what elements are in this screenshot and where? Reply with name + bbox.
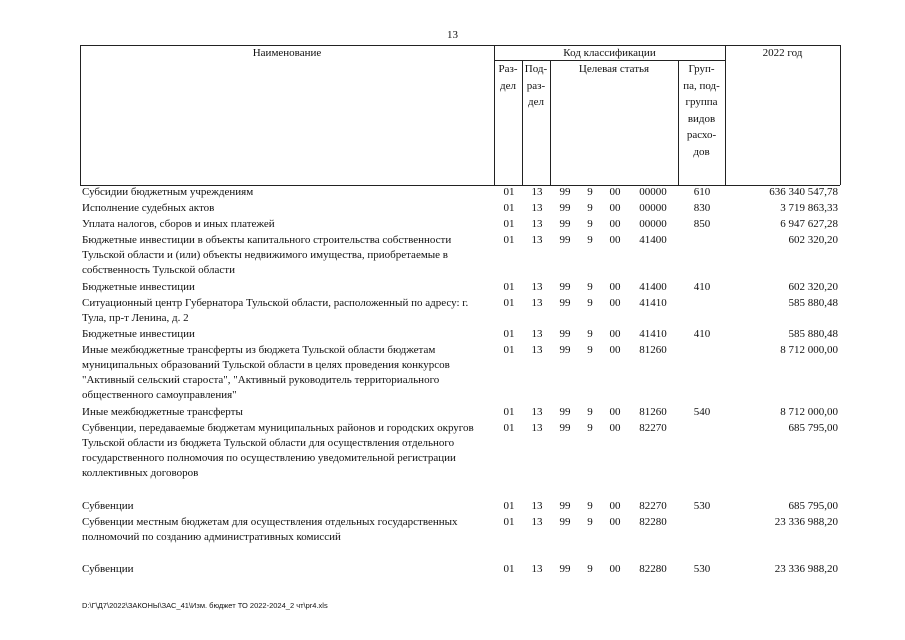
- row-razdel: 01: [503, 422, 515, 434]
- file-path-footer: D:\Г\Д7\2022\ЗАКОНЫ\ЗАС_41\Изм. бюджет ТО 2022-2024_2 чт\pr4.xls: [82, 601, 328, 610]
- divider-code-year: [725, 45, 726, 185]
- header-name: Наименование: [252, 47, 322, 59]
- table-row: [0, 515, 905, 562]
- row-group: 610: [693, 186, 711, 198]
- row-podrazdel: 13: [531, 218, 543, 230]
- row-amount: 23 336 988,20: [774, 516, 838, 528]
- header-target-article: Целевая статья: [578, 63, 650, 75]
- row-target-1: 99: [559, 281, 571, 293]
- row-target-3: 00: [609, 297, 621, 309]
- row-target-3: 00: [609, 344, 621, 356]
- row-name: Бюджетные инвестиции: [82, 281, 195, 293]
- row-razdel: 01: [503, 186, 515, 198]
- row-target-2: 9: [587, 500, 593, 512]
- row-podrazdel: 13: [531, 297, 543, 309]
- row-name: Бюджетные инвестиции в объекты капитального строительства собственности Тульской области и (или) объекты недвижимого имущества, приобретаемые в собственность Тульской области: [82, 234, 452, 276]
- row-target-2: 9: [587, 297, 593, 309]
- row-amount: 585 880,48: [788, 297, 838, 309]
- row-target-4: 00000: [639, 218, 667, 230]
- row-podrazdel: 13: [531, 234, 543, 246]
- row-group: 410: [693, 281, 711, 293]
- row-target-3: 00: [609, 218, 621, 230]
- row-razdel: 01: [503, 281, 515, 293]
- row-group: 530: [693, 563, 711, 575]
- row-name: Исполнение судебных актов: [82, 202, 215, 214]
- row-target-3: 00: [609, 422, 621, 434]
- row-target-2: 9: [587, 422, 593, 434]
- table-row: [0, 217, 905, 233]
- header-group: Груп- па, под- группа видов расхо- дов: [683, 63, 720, 158]
- row-podrazdel: 13: [531, 422, 543, 434]
- row-target-4: 82280: [639, 516, 667, 528]
- row-name: Субвенции: [82, 500, 134, 512]
- row-podrazdel: 13: [531, 563, 543, 575]
- row-target-1: 99: [559, 500, 571, 512]
- row-podrazdel: 13: [531, 281, 543, 293]
- row-razdel: 01: [503, 344, 515, 356]
- row-target-2: 9: [587, 344, 593, 356]
- row-name: Субвенции местным бюджетам для осуществления отдельных государственных полномочий по созданию административных комиссий: [82, 516, 458, 543]
- row-target-2: 9: [587, 328, 593, 340]
- row-group: 850: [693, 218, 711, 230]
- row-podrazdel: 13: [531, 202, 543, 214]
- row-name: Уплата налогов, сборов и иных платежей: [82, 218, 275, 230]
- row-target-2: 9: [587, 234, 593, 246]
- row-amount: 3 719 863,33: [780, 202, 838, 214]
- row-target-2: 9: [587, 218, 593, 230]
- row-group: 530: [693, 500, 711, 512]
- table-row: [0, 343, 905, 405]
- row-amount: 636 340 547,78: [769, 186, 838, 198]
- row-podrazdel: 13: [531, 328, 543, 340]
- row-podrazdel: 13: [531, 344, 543, 356]
- table-row: [0, 280, 905, 296]
- row-razdel: 01: [503, 516, 515, 528]
- row-amount: 585 880,48: [788, 328, 838, 340]
- row-amount: 602 320,20: [788, 281, 838, 293]
- row-target-1: 99: [559, 344, 571, 356]
- row-target-1: 99: [559, 328, 571, 340]
- page-number: 13: [447, 29, 458, 41]
- row-target-3: 00: [609, 281, 621, 293]
- header-podrazdel: Под- раз- дел: [524, 63, 548, 108]
- row-target-2: 9: [587, 406, 593, 418]
- row-target-2: 9: [587, 202, 593, 214]
- row-name: Субсидии бюджетным учреждениям: [82, 186, 254, 198]
- row-target-2: 9: [587, 186, 593, 198]
- row-target-3: 00: [609, 563, 621, 575]
- table-row: [0, 327, 905, 343]
- row-razdel: 01: [503, 234, 515, 246]
- row-target-1: 99: [559, 234, 571, 246]
- row-name: Бюджетные инвестиции: [82, 328, 195, 340]
- row-target-4: 82270: [639, 422, 667, 434]
- row-target-1: 99: [559, 406, 571, 418]
- row-target-4: 00000: [639, 202, 667, 214]
- row-podrazdel: 13: [531, 186, 543, 198]
- row-target-3: 00: [609, 328, 621, 340]
- row-razdel: 01: [503, 297, 515, 309]
- row-group: 540: [693, 406, 711, 418]
- row-name: Субвенции: [82, 563, 134, 575]
- header-razdel: Раз- дел: [498, 63, 518, 92]
- row-name: Иные межбюджетные трансферты из бюджета Тульской области бюджетам муниципальных образований Тульской области в целях проведения конкурсов "Активный сельский староста", "Активный руководитель территориального общественного самоуправления": [82, 344, 450, 401]
- row-target-2: 9: [587, 563, 593, 575]
- divider-left-edge: [80, 45, 81, 185]
- row-razdel: 01: [503, 563, 515, 575]
- table-row: [0, 201, 905, 217]
- row-target-4: 82270: [639, 500, 667, 512]
- row-target-4: 82280: [639, 563, 667, 575]
- table-row: [0, 421, 905, 499]
- row-amount: 8 712 000,00: [780, 344, 838, 356]
- row-target-1: 99: [559, 218, 571, 230]
- header-code-classification: Код классификации: [563, 47, 656, 59]
- row-name: Иные межбюджетные трансферты: [82, 406, 243, 418]
- table-row: [0, 499, 905, 515]
- row-razdel: 01: [503, 500, 515, 512]
- row-target-3: 00: [609, 202, 621, 214]
- row-target-4: 41400: [639, 234, 667, 246]
- row-razdel: 01: [503, 202, 515, 214]
- row-amount: 6 947 627,28: [780, 218, 838, 230]
- table-row: [0, 233, 905, 280]
- row-target-2: 9: [587, 281, 593, 293]
- divider-podrazdel: [550, 60, 551, 185]
- row-name: Субвенции, передаваемые бюджетам муниципальных районов и городских округов Тульской области из бюджета Тульской области для осуществления отдельного государственного полномочия по осуществлению уведомительной регистрации коллективных договоров: [82, 422, 474, 479]
- row-amount: 23 336 988,20: [774, 563, 838, 575]
- table-row: [0, 185, 905, 201]
- row-target-1: 99: [559, 516, 571, 528]
- row-razdel: 01: [503, 218, 515, 230]
- row-target-3: 00: [609, 186, 621, 198]
- header-year: 2022 год: [762, 47, 803, 59]
- row-podrazdel: 13: [531, 516, 543, 528]
- row-name: Ситуационный центр Губернатора Тульской области, расположенный по адресу: г. Тула, пр-т Ленина, д. 2: [82, 297, 469, 324]
- row-podrazdel: 13: [531, 500, 543, 512]
- row-target-1: 99: [559, 422, 571, 434]
- row-group: 410: [693, 328, 711, 340]
- divider-right-edge: [840, 45, 841, 185]
- row-razdel: 01: [503, 406, 515, 418]
- budget-table-body: [0, 185, 905, 578]
- row-target-4: 81260: [639, 344, 667, 356]
- row-amount: 602 320,20: [788, 234, 838, 246]
- table-row: [0, 562, 905, 578]
- row-amount: 685 795,00: [788, 422, 838, 434]
- row-target-1: 99: [559, 202, 571, 214]
- row-target-3: 00: [609, 234, 621, 246]
- row-target-2: 9: [587, 516, 593, 528]
- row-target-3: 00: [609, 516, 621, 528]
- row-target-4: 41410: [639, 297, 667, 309]
- row-target-4: 00000: [639, 186, 667, 198]
- row-group: 830: [693, 202, 711, 214]
- row-target-4: 81260: [639, 406, 667, 418]
- row-amount: 685 795,00: [788, 500, 838, 512]
- row-podrazdel: 13: [531, 406, 543, 418]
- row-target-1: 99: [559, 297, 571, 309]
- row-razdel: 01: [503, 328, 515, 340]
- row-target-3: 00: [609, 500, 621, 512]
- row-target-4: 41410: [639, 328, 667, 340]
- row-target-1: 99: [559, 186, 571, 198]
- row-target-1: 99: [559, 563, 571, 575]
- row-amount: 8 712 000,00: [780, 406, 838, 418]
- table-row: [0, 405, 905, 421]
- table-row: [0, 296, 905, 327]
- row-target-4: 41400: [639, 281, 667, 293]
- row-target-3: 00: [609, 406, 621, 418]
